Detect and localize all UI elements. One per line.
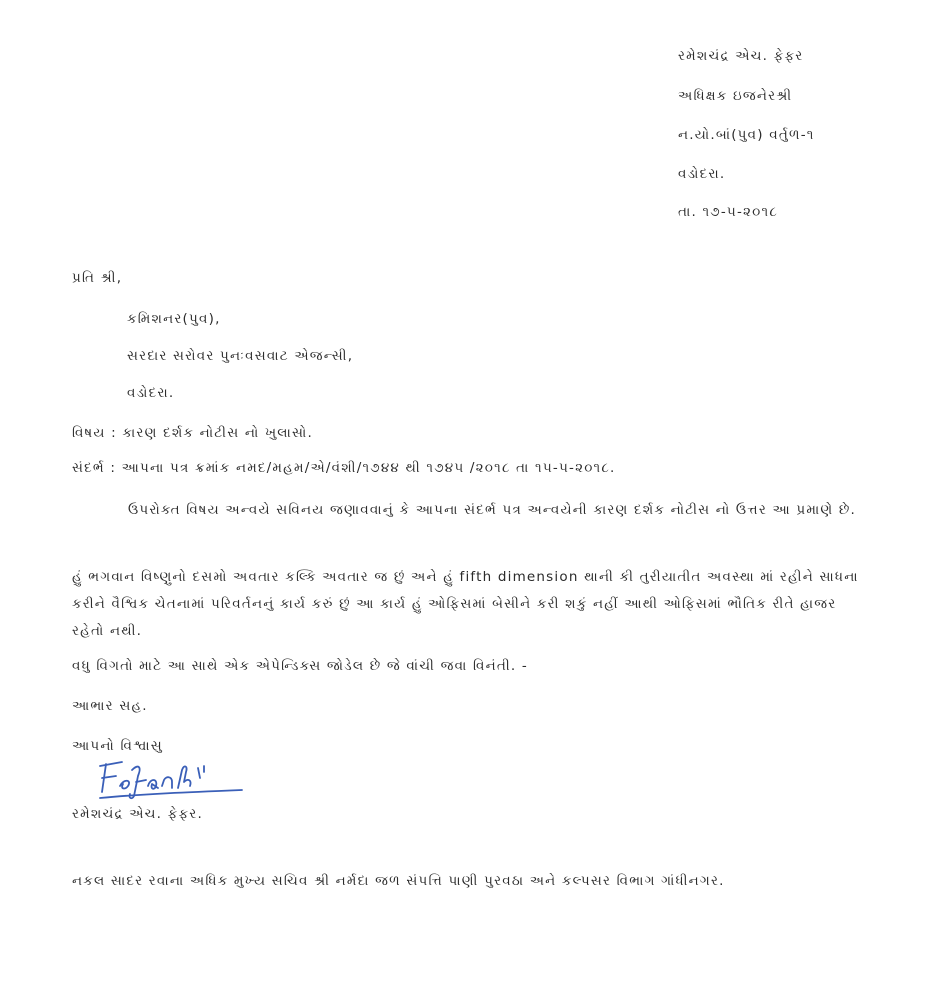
subject-line: વિષય : કારણ દર્શક નોટીસ નો ખુલાસો.: [72, 425, 313, 441]
body-paragraph: ઉપરોક્ત વિષય અન્વયે સવિનય જણાવવાનું કે આપના સંદર્ભ પત્ર અન્વયેની કારણ દર્શક નોટીસ નો ઉત્તર આ પ્રમાણે છે.: [128, 502, 856, 518]
body-paragraph: વધુ વિગતો માટે આ સાથે એક એપેન્ડિક્સ જોડેલ છે જે વાંચી જવા વિનંતી. -: [72, 658, 528, 674]
sender-office: ન.યો.બાં(પુવ) વર્તુળ-૧: [678, 127, 815, 143]
letter-date: તા. ૧૭-૫-૨૦૧૮: [678, 204, 778, 220]
salutation: પ્રતિ શ્રી,: [72, 270, 123, 286]
recipient-line: વડોદરા.: [127, 385, 175, 401]
recipient-line: સરદાર સરોવર પુનઃવસવાટ એજન્સી,: [127, 348, 354, 364]
copy-to: નકલ સાદર રવાના અધિક મુખ્ય સચિવ શ્રી નર્મદા જળ સંપત્તિ પાણી પુરવઠા અને કલ્પસર વિભાગ ગાંધીનગર.: [72, 873, 725, 889]
sender-designation: અધિક્ષક ઇજનેરશ્રી: [678, 88, 793, 104]
sender-name: રમેશચંદ્ર એચ. ફેફર: [678, 48, 804, 64]
reference-line: સંદર્ભ : આપના પત્ર ક્રમાંક નમદ/મહમ/એ/વંશી/૧૭૪૪ થી ૧૭૪૫ /૨૦૧૮ તા ૧૫-૫-૨૦૧૮.: [72, 460, 616, 476]
handwritten-signature: [92, 756, 252, 802]
sender-city: વડોદરા.: [678, 166, 726, 182]
body-paragraph: હું ભગવાન વિષ્ણુનો દસમો અવતાર કલ્કિ અવતાર જ છું અને હું fifth dimension થાની કી તુરીયાતીત અવસ્થા માં રહીને સાધના કરીને વૈશ્વિક ચેતનામાં પરિવર્તનનું કાર્ય કરું છું આ કાર્ય હું ઓફિસમાં બેસીને કરી શકું નહીં આથી ઓફિસમાં ભૌતિક રીતે હાજર રહેતો નથી.: [72, 569, 859, 639]
recipient-line: કમિશનર(પુવ),: [127, 311, 221, 327]
signatory-name: રમેશચંદ્ર એચ. ફેફર.: [72, 806, 203, 822]
closing-line: આપનો વિશ્વાસુ: [72, 738, 163, 754]
thanks-line: આભાર સહ.: [72, 698, 148, 714]
